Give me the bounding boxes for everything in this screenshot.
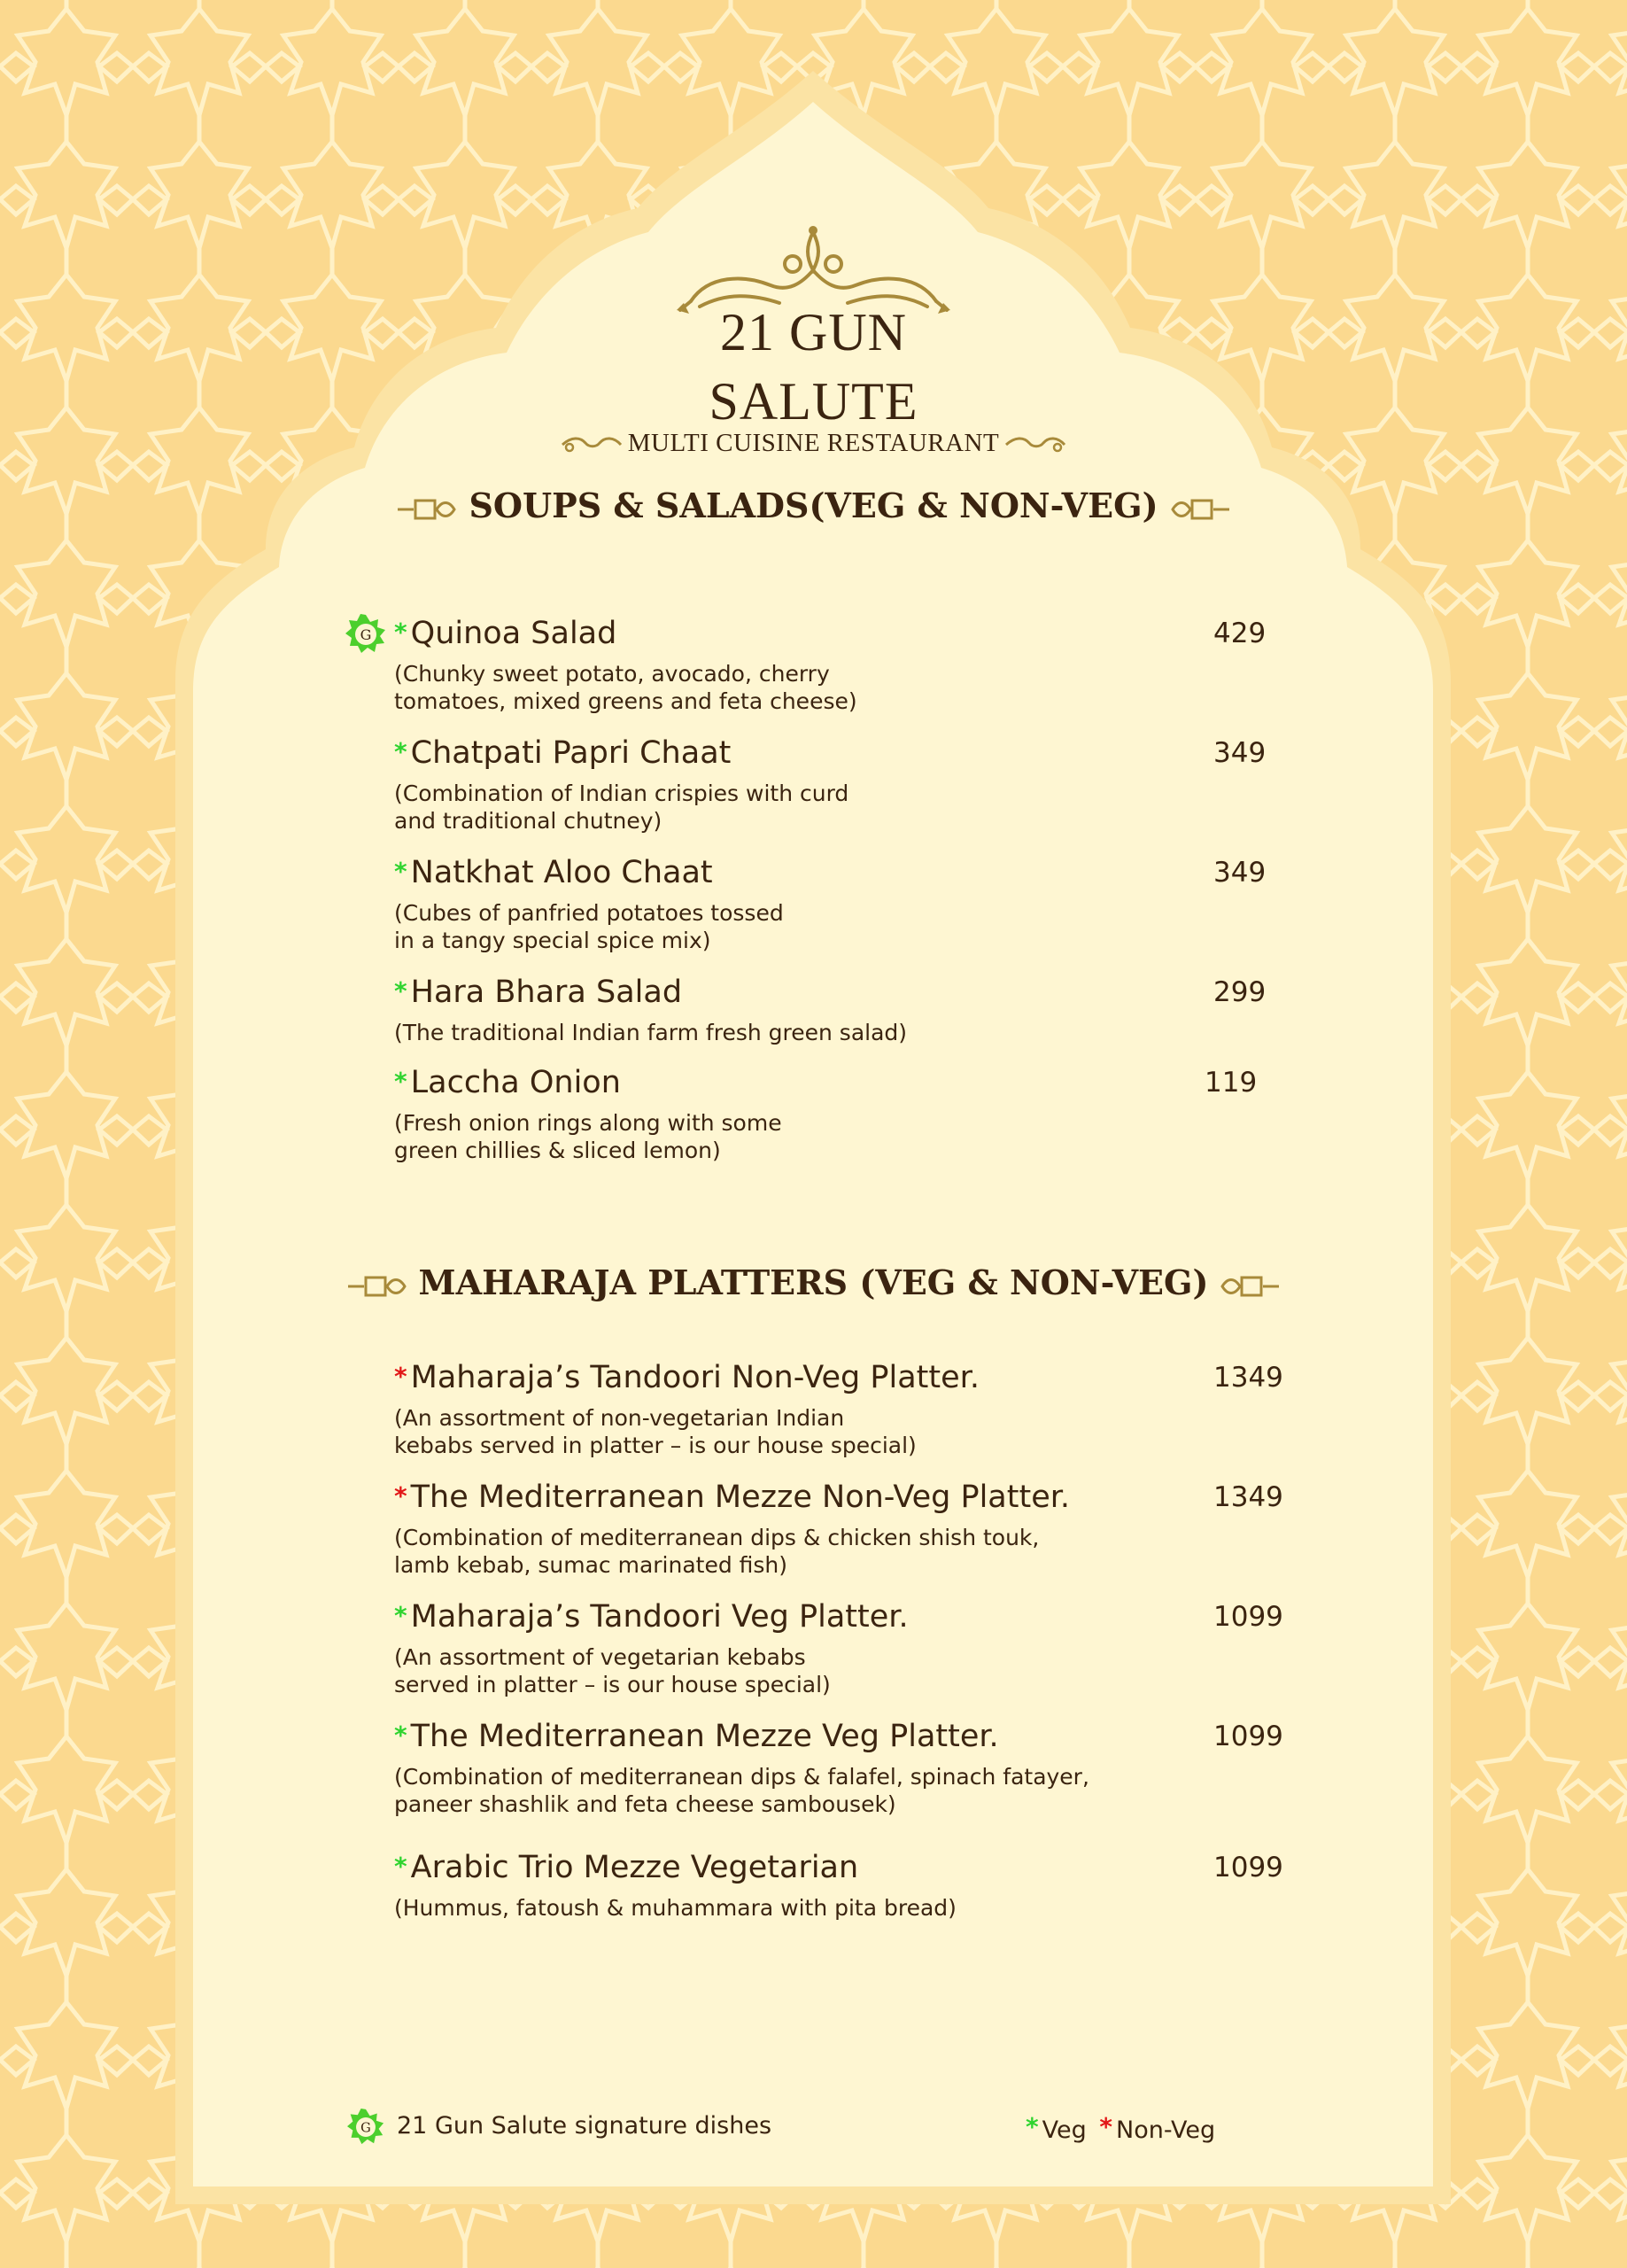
- menu-item-name: Laccha Onion: [410, 1065, 621, 1100]
- ornament-left-icon: [346, 1273, 407, 1300]
- veg-legend-label: Veg: [1042, 2117, 1087, 2144]
- menu-item-name: Maharaja’s Tandoori Veg Platter.: [410, 1599, 909, 1635]
- menu-item: [394, 1065, 1395, 1164]
- signature-legend-label: 21 Gun Salute signature dishes: [397, 2112, 772, 2140]
- menu-item-description: (An assortment of non-vegetarian Indian kebabs served in platter – is our house special): [394, 1405, 917, 1458]
- diet-legend: [1026, 2112, 1215, 2144]
- menu-item: [394, 1719, 1395, 1818]
- menu-item-name: Maharaja’s Tandoori Non-Veg Platter.: [410, 1360, 980, 1395]
- menu-item-name: Arabic Trio Mezze Vegetarian: [410, 1850, 859, 1885]
- menu-item-description: (Combination of mediterranean dips & chicken shish touk, lamb kebab, sumac marinated fish): [394, 1525, 1040, 1578]
- nonveg-marker-icon: *: [394, 1481, 407, 1511]
- veg-marker-icon: *: [394, 1720, 407, 1750]
- menu-item-price: 1349: [1213, 1481, 1283, 1513]
- menu-item-description: (Hummus, fatoush & muhammara with pita bread): [394, 1895, 957, 1921]
- svg-text:G: G: [360, 2120, 371, 2136]
- menu-item-name: Natkhat Aloo Chaat: [410, 855, 713, 890]
- menu-item-description: (Fresh onion rings along with some green chillies & sliced lemon): [394, 1110, 782, 1163]
- menu-item-price: 349: [1213, 737, 1267, 769]
- menu-item-name: Chatpati Papri Chaat: [410, 735, 732, 771]
- section-heading-soups-salads: [0, 485, 1627, 525]
- restaurant-name-line2: SALUTE: [709, 372, 918, 431]
- veg-legend-icon: *: [1026, 2112, 1039, 2141]
- menu-item-description: (Cubes of panfried potatoes tossed in a tangy special spice mix): [394, 900, 784, 953]
- menu-item-name: The Mediterranean Mezze Veg Platter.: [410, 1719, 999, 1754]
- menu-item: [394, 616, 1395, 715]
- nonveg-legend-icon: *: [1099, 2112, 1113, 2141]
- menu-item-price: 1099: [1213, 1601, 1283, 1633]
- section-title: SOUPS & SALADS(VEG & NON-VEG): [469, 485, 1158, 525]
- restaurant-subtitle: MULTI CUISINE RESTAURANT: [627, 429, 1000, 457]
- nonveg-legend-label: Non-Veg: [1116, 2117, 1216, 2144]
- section-title: MAHARAJA PLATTERS (VEG & NON-VEG): [418, 1262, 1209, 1302]
- veg-marker-icon: *: [394, 857, 407, 886]
- menu-item-description: (An assortment of vegetarian kebabs served in platter – is our house special): [394, 1644, 831, 1697]
- menu-item-price: 349: [1213, 857, 1267, 889]
- ornament-right-icon: [1171, 496, 1231, 523]
- swirl-left-icon: [561, 435, 623, 454]
- svg-text:G: G: [360, 626, 372, 643]
- veg-marker-icon: *: [394, 617, 407, 647]
- menu-item-price: 1349: [1213, 1362, 1283, 1394]
- menu-item: [394, 1850, 1395, 1922]
- ornament-right-icon: [1220, 1273, 1281, 1300]
- menu-item-description: (Combination of Indian crispies with curd and traditional chutney): [394, 781, 849, 834]
- menu-item-description: (The traditional Indian farm fresh green salad): [394, 1020, 908, 1045]
- menu-item-description: (Chunky sweet potato, avocado, cherry tomatoes, mixed greens and feta cheese): [394, 661, 857, 714]
- menu-item-price: 1099: [1213, 1720, 1283, 1752]
- veg-marker-icon: *: [394, 737, 407, 766]
- menu-item-price: 1099: [1213, 1852, 1283, 1884]
- veg-marker-icon: *: [394, 1067, 407, 1096]
- menu-item-description: (Combination of mediterranean dips & falafel, spinach fatayer, paneer shashlik and feta cheese sambousek): [394, 1764, 1089, 1817]
- signature-dish-badge-icon: [345, 614, 386, 655]
- menu-item: [394, 855, 1395, 954]
- menu-item: [394, 735, 1395, 835]
- restaurant-subtitle-row: [0, 429, 1627, 458]
- menu-item-name: The Mediterranean Mezze Non-Veg Platter.: [410, 1480, 1071, 1515]
- menu-item: [394, 1480, 1395, 1579]
- menu-item-price: 299: [1213, 976, 1267, 1008]
- menu-item: [394, 975, 1395, 1046]
- ornament-left-icon: [396, 496, 456, 523]
- menu-item-name: Hara Bhara Salad: [410, 975, 683, 1010]
- restaurant-name-line1: 21 GUN: [720, 303, 907, 361]
- menu-item-name: Quinoa Salad: [410, 616, 617, 651]
- menu-item: [394, 1360, 1395, 1459]
- menu-item-price: 429: [1213, 617, 1267, 649]
- veg-marker-icon: *: [394, 1852, 407, 1881]
- menu-item-price: 119: [1205, 1067, 1258, 1099]
- nonveg-marker-icon: *: [394, 1362, 407, 1391]
- swirl-right-icon: [1004, 435, 1066, 454]
- signature-legend-badge-icon: [347, 2109, 384, 2146]
- menu-item: [394, 1599, 1395, 1698]
- veg-marker-icon: *: [394, 1601, 407, 1630]
- section-heading-maharaja-platters: [0, 1262, 1627, 1302]
- veg-marker-icon: *: [394, 976, 407, 1006]
